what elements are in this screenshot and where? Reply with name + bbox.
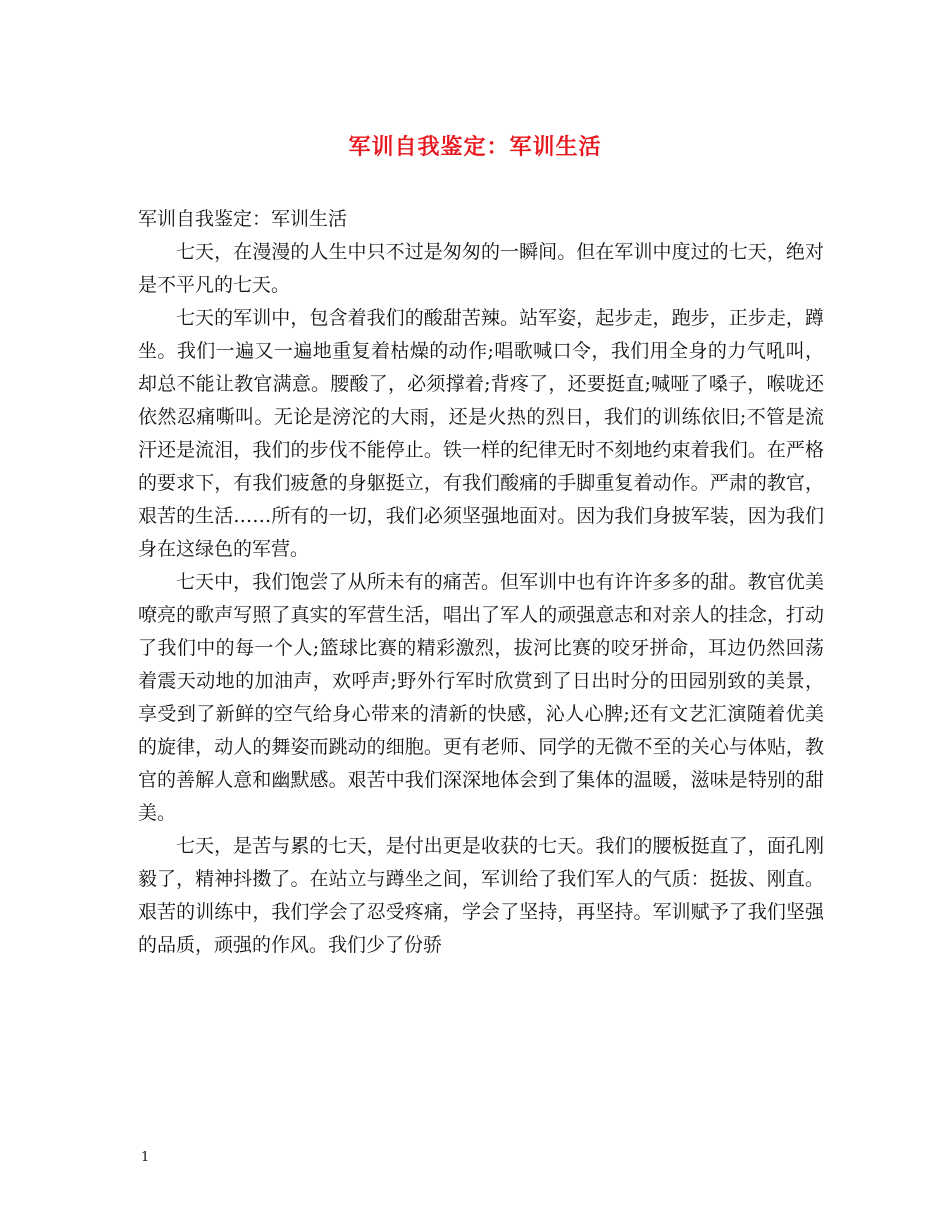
document-title: 军训自我鉴定：军训生活 [348,134,602,160]
paragraph-3: 七天中，我们饱尝了从所未有的痛苦。但军训中也有许许多多的甜。教官优美嘹亮的歌声写照了真实的军营生活，唱出了军人的顽强意志和对亲人的挂念，打动了我们中的每一个人;篮球比赛的精彩激烈，拔河比赛的咬牙拼命，耳边仍然回荡着震天动地的加油声，欢呼声;野外行军时欣赏到了日出时分的田园别致的美景，享受到了新鲜的空气给身心带来的清新的快感，沁人心脾;还有文艺汇演随着优美的旋律，动人的舞姿而跳动的细胞。更有老师、同学的无微不至的关心与体贴，教官的善解人意和幽默感。艰苦中我们深深地体会到了集体的温暖，滋味是特别的甜美。 [138,571,824,824]
document-subtitle: 军训自我鉴定：军训生活 [138,208,348,230]
document-body [138,203,824,962]
paragraph-2: 七天的军训中，包含着我们的酸甜苦辣。站军姿，起步走，跑步，正步走，蹲坐。我们一遍又一遍地重复着枯燥的动作;唱歌喊口令，我们用全身的力气吼叫，却总不能让教官满意。腰酸了，必须撑着;背疼了，还要挺直;喊哑了嗓子，喉咙还依然忍痛嘶叫。无论是滂沱的大雨，还是火热的烈日，我们的训练依旧;不管是流汗还是流泪，我们的步伐不能停止。铁一样的纪律无时不刻地约束着我们。在严格的要求下，有我们疲惫的身躯挺立，有我们酸痛的手脚重复着动作。严肃的教官，艰苦的生活……所有的一切，我们必须坚强地面对。因为我们身披军装，因为我们身在这绿色的军营。 [138,307,824,560]
page-number: 1 [141,1150,150,1165]
paragraph-4: 七天，是苦与累的七天，是付出更是收获的七天。我们的腰板挺直了，面孔刚毅了，精神抖擞了。在站立与蹲坐之间，军训给了我们军人的气质：挺拔、刚直。艰苦的训练中，我们学会了忍受疼痛，学会了坚持，再坚持。军训赋予了我们坚强的品质，顽强的作风。我们少了份骄 [138,835,824,956]
paragraph-1: 七天，在漫漫的人生中只不过是匆匆的一瞬间。但在军训中度过的七天，绝对是不平凡的七天。 [138,241,824,296]
